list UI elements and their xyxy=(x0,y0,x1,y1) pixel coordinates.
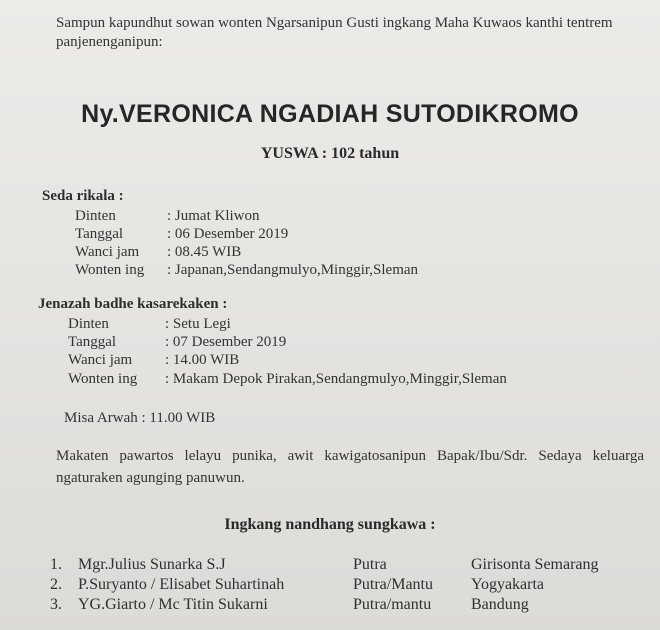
death-key-day: Dinten xyxy=(75,208,116,224)
death-key-time: Wanci jam xyxy=(75,244,140,260)
burial-value-day: : Setu Legi xyxy=(165,316,231,332)
mourner-name: P.Suryanto / Elisabet Suhartinah xyxy=(78,576,285,593)
burial-row-date xyxy=(68,333,286,351)
death-row-day xyxy=(75,207,260,225)
mourner-place: Girisonta Semarang xyxy=(471,556,599,573)
mourners-list xyxy=(50,556,599,616)
death-row-date xyxy=(75,225,288,243)
death-row-place xyxy=(75,261,418,279)
burial-row-place xyxy=(68,370,507,388)
mourner-place: Yogyakarta xyxy=(471,576,545,593)
death-value-place: : Japanan,Sendangmulyo,Minggir,Sleman xyxy=(167,262,419,278)
intro-text: Sampun kapundhut sowan wonten Ngarsanipun Gusti ingkang Maha Kuwaos kanthi tentrem panjenenganipun: xyxy=(56,15,613,50)
closing-text: Makaten pawartos lelayu punika, awit kawigatosanipun Bapak/Ibu/Sdr. Sedaya keluarga ngaturaken agunging panuwun. xyxy=(56,448,644,486)
mourner-number: 3. xyxy=(50,596,62,613)
mourner-role: Putra xyxy=(353,556,387,573)
burial-value-place: : Makam Depok Pirakan,Sendangmulyo,Minggir,Sleman xyxy=(165,371,507,387)
mourner-place: Bandung xyxy=(471,596,529,613)
death-heading: Seda rikala : xyxy=(42,188,124,204)
death-value-date: : 06 Desember 2019 xyxy=(167,226,289,242)
mourner-number: 1. xyxy=(50,556,62,573)
burial-key-date: Tanggal xyxy=(68,334,117,350)
burial-row-day xyxy=(68,315,231,333)
mourner-role: Putra/Mantu xyxy=(353,576,433,593)
deceased-age: YUSWA : 102 tahun xyxy=(260,145,400,162)
burial-heading: Jenazah badhe kasarekaken : xyxy=(38,296,228,312)
death-value-time: : 08.45 WIB xyxy=(167,244,242,260)
burial-value-time: : 14.00 WIB xyxy=(165,352,240,368)
mourner-name: Mgr.Julius Sunarka S.J xyxy=(78,556,226,573)
burial-value-date: : 07 Desember 2019 xyxy=(165,334,287,350)
page-bottom-fade xyxy=(0,618,660,630)
mourner-number: 2. xyxy=(50,576,62,593)
list-item xyxy=(50,596,599,616)
mourner-name: YG.Giarto / Mc Titin Sukarni xyxy=(78,596,268,613)
list-item xyxy=(50,556,599,576)
death-value-day: : Jumat Kliwon xyxy=(167,208,260,224)
list-item xyxy=(50,576,599,596)
death-key-place: Wonten ing xyxy=(75,262,145,278)
mourners-heading: Ingkang nandhang sungkawa : xyxy=(224,516,436,533)
burial-key-time: Wanci jam xyxy=(68,352,133,368)
burial-key-place: Wonten ing xyxy=(68,371,138,387)
burial-row-time xyxy=(68,351,239,369)
death-row-time xyxy=(75,243,241,261)
deceased-name: Ny.VERONICA NGADIAH SUTODIKROMO xyxy=(81,100,579,128)
mourner-role: Putra/mantu xyxy=(353,596,432,613)
mass-time: Misa Arwah : 11.00 WIB xyxy=(64,410,216,426)
burial-key-day: Dinten xyxy=(68,316,109,332)
death-key-date: Tanggal xyxy=(75,226,124,242)
